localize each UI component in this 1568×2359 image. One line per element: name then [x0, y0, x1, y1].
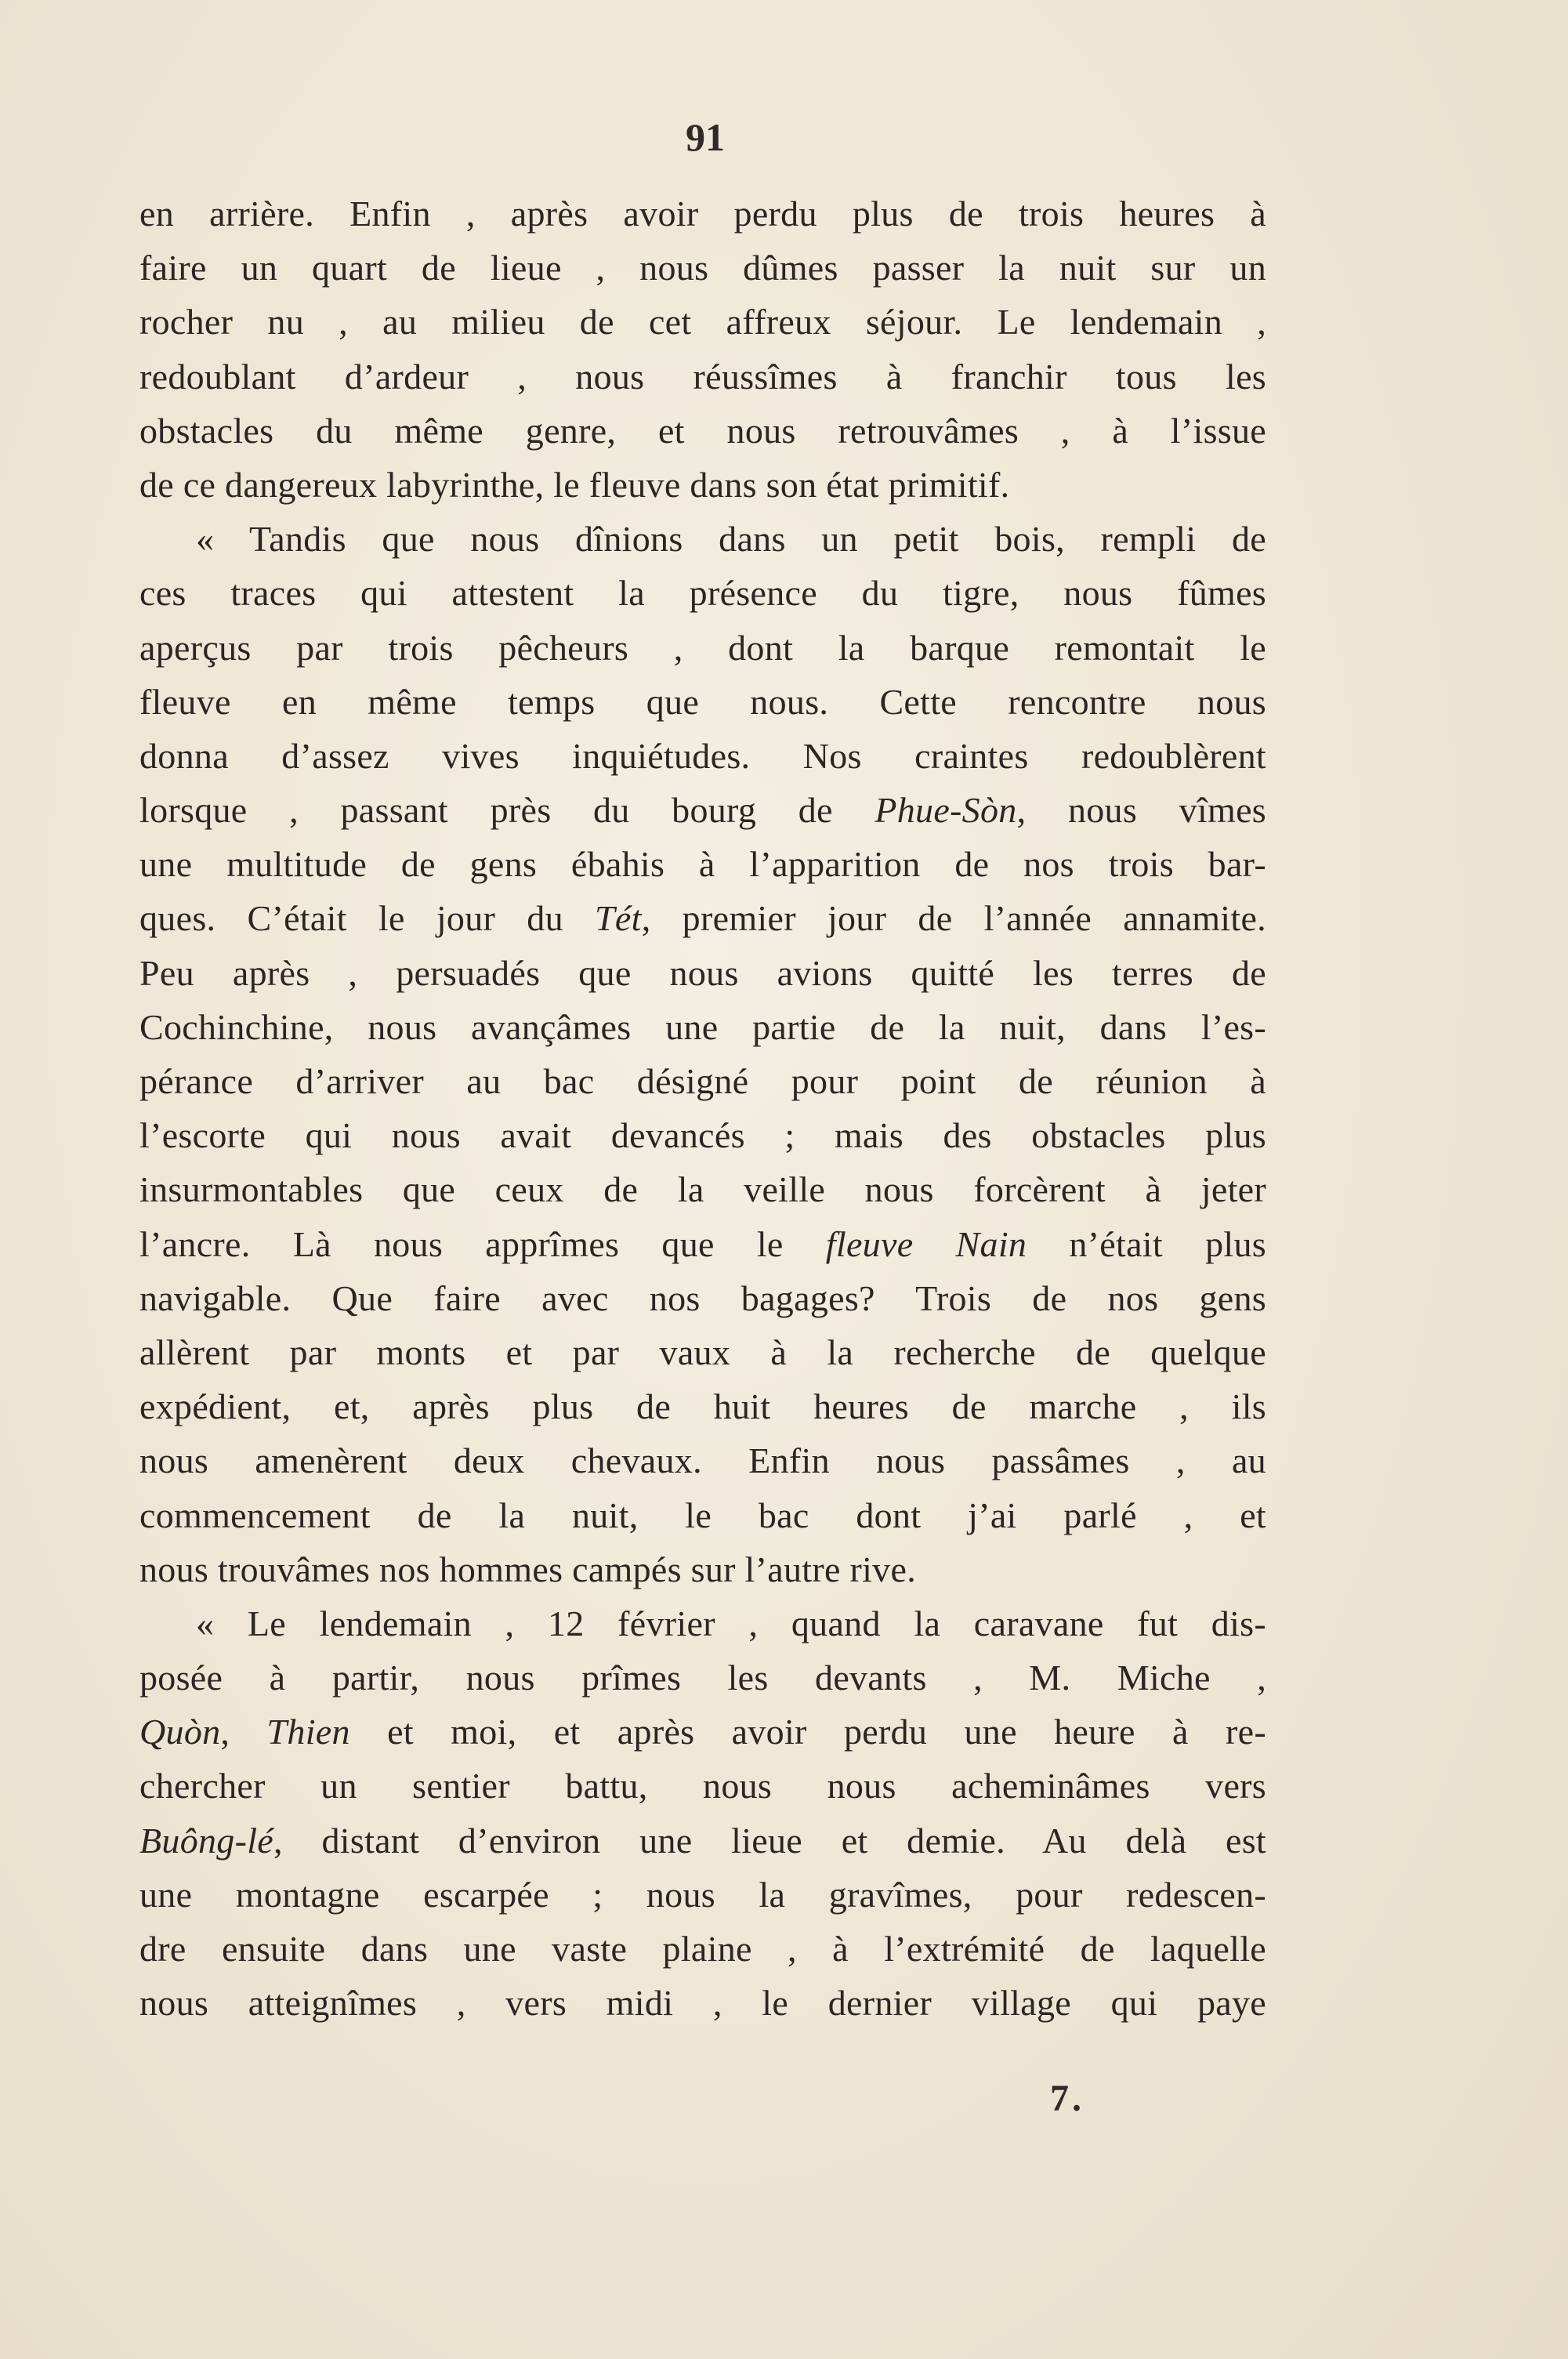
text-segment: nous trouvâmes nos hommes campés sur l’autre rive.: [139, 1549, 916, 1589]
text-line: [139, 1162, 1266, 1216]
text-line: [139, 1054, 1266, 1108]
text-line: [139, 1488, 1266, 1542]
text-segment: dre ensuite dans une vaste plaine , à l’extrémité de laquelle: [139, 1929, 1266, 1969]
text-line: [139, 1705, 1266, 1759]
text-segment: l’escorte qui nous avait devancés ; mais des obstacles plus: [139, 1115, 1266, 1156]
text-line: [139, 1922, 1266, 1976]
text-segment: chercher un sentier battu, nous nous acheminâmes vers: [139, 1766, 1266, 1806]
text-line: [139, 1651, 1266, 1705]
text-segment: , nous vîmes: [1016, 790, 1266, 831]
text-line: [139, 1868, 1266, 1922]
text-line: [139, 783, 1266, 837]
text-segment: commencement de la nuit, le bac dont j’ai parlé , et: [139, 1495, 1266, 1535]
text-line: [139, 729, 1266, 783]
text-segment: navigable. Que faire avec nos bagages? Trois de nos gens: [139, 1277, 1266, 1318]
text-segment: faire un quart de lieue , nous dûmes passer la nuit sur un: [139, 248, 1266, 288]
text-segment: n’était plus: [1027, 1223, 1266, 1264]
text-line: [139, 458, 1266, 512]
text-segment: une multitude de gens ébahis à l’apparition de nos trois bar-: [139, 844, 1266, 885]
text-line: [139, 1379, 1266, 1433]
text-line: [139, 837, 1266, 891]
text-segment: , premier jour de l’année annamite.: [641, 898, 1266, 939]
text-segment: insurmontables que ceux de la veille nous forcèrent à jeter: [139, 1169, 1266, 1210]
text-segment: ques. C’était le jour du: [139, 898, 596, 939]
text-segment: fleuve en même temps que nous. Cette rencontre nous: [139, 681, 1266, 722]
text-segment: une montagne escarpée ; nous la gravîmes, pour redescen-: [139, 1874, 1266, 1915]
text-segment: et moi, et après avoir perdu une heure à re-: [349, 1712, 1266, 1752]
text-segment: ,: [220, 1712, 267, 1752]
text-segment: l’ancre. Là nous apprîmes que le: [139, 1223, 826, 1264]
text-segment: pérance d’arriver au bac désigné pour point de réunion à: [139, 1061, 1266, 1101]
text-line: [139, 1108, 1266, 1162]
text-line: [139, 1976, 1266, 2030]
text-segment: redoublant d’ardeur , nous réussîmes à franchir tous les: [139, 356, 1266, 397]
text-line: [139, 295, 1266, 349]
text-segment: donna d’assez vives inquiétudes. Nos craintes redoublèrent: [139, 735, 1266, 776]
text-segment: nous amenèrent deux chevaux. Enfin nous passâmes , au: [139, 1440, 1266, 1481]
text-segment: ces traces qui attestent la présence du tigre, nous fûmes: [139, 573, 1266, 614]
text-line: [139, 1542, 1266, 1596]
text-line: [139, 946, 1266, 1000]
text-segment: en arrière. Enfin , après avoir perdu plus de trois heures à: [139, 194, 1266, 234]
text-line: [139, 621, 1266, 675]
text-segment: allèrent par monts et par vaux à la recherche de quelque: [139, 1332, 1266, 1372]
text-line: [139, 1271, 1266, 1325]
italic-text: Quòn: [139, 1712, 221, 1752]
text-line: [139, 512, 1266, 566]
text-line: [139, 187, 1266, 241]
text-line: [139, 404, 1266, 458]
text-segment: , distant d’environ une lieue et demie. Au delà est: [273, 1820, 1266, 1861]
body-text: [139, 187, 1266, 2030]
text-line: [139, 1814, 1266, 1868]
text-line: [139, 1759, 1266, 1813]
text-line: [139, 1000, 1266, 1054]
text-line: [139, 350, 1266, 404]
text-segment: expédient, et, après plus de huit heures de marche , ils: [139, 1386, 1266, 1427]
text-segment: obstacles du même genre, et nous retrouvâmes , à l’issue: [139, 410, 1266, 451]
text-segment: posée à partir, nous prîmes les devants , M. Miche ,: [139, 1658, 1266, 1698]
text-segment: nous atteignîmes , vers midi , le dernier village qui paye: [139, 1983, 1266, 2024]
italic-text: Thien: [266, 1712, 350, 1752]
text-line: [139, 1217, 1266, 1271]
text-line: [139, 1325, 1266, 1379]
text-segment: lorsque , passant près du bourg de: [139, 790, 875, 831]
text-line: [139, 891, 1266, 945]
text-segment: « Tandis que nous dînions dans un petit bois, rempli de: [196, 519, 1266, 560]
text-line: [139, 241, 1266, 295]
signature-mark: 7.: [1050, 2078, 1085, 2119]
text-line: [139, 675, 1266, 729]
italic-text: Buông-lé: [139, 1820, 274, 1861]
page-number: 91: [686, 115, 725, 159]
text-segment: Cochinchine, nous avançâmes une partie de la nuit, dans l’es-: [139, 1006, 1266, 1047]
italic-text: Tét: [595, 898, 642, 939]
text-segment: rocher nu , au milieu de cet affreux séjour. Le lendemain ,: [139, 302, 1266, 342]
text-segment: aperçus par trois pêcheurs , dont la barque remontait le: [139, 627, 1266, 668]
italic-text: Phue-Sòn: [875, 790, 1017, 831]
italic-text: fleuve Nain: [825, 1223, 1027, 1264]
text-segment: de ce dangereux labyrinthe, le fleuve dans son état primitif.: [139, 464, 1010, 505]
text-line: [139, 566, 1266, 620]
text-segment: « Le lendemain , 12 février , quand la caravane fut dis-: [196, 1603, 1266, 1643]
text-line: [139, 1433, 1266, 1488]
text-segment: Peu après , persuadés que nous avions quitté les terres de: [139, 952, 1266, 993]
text-line: [139, 1596, 1266, 1651]
